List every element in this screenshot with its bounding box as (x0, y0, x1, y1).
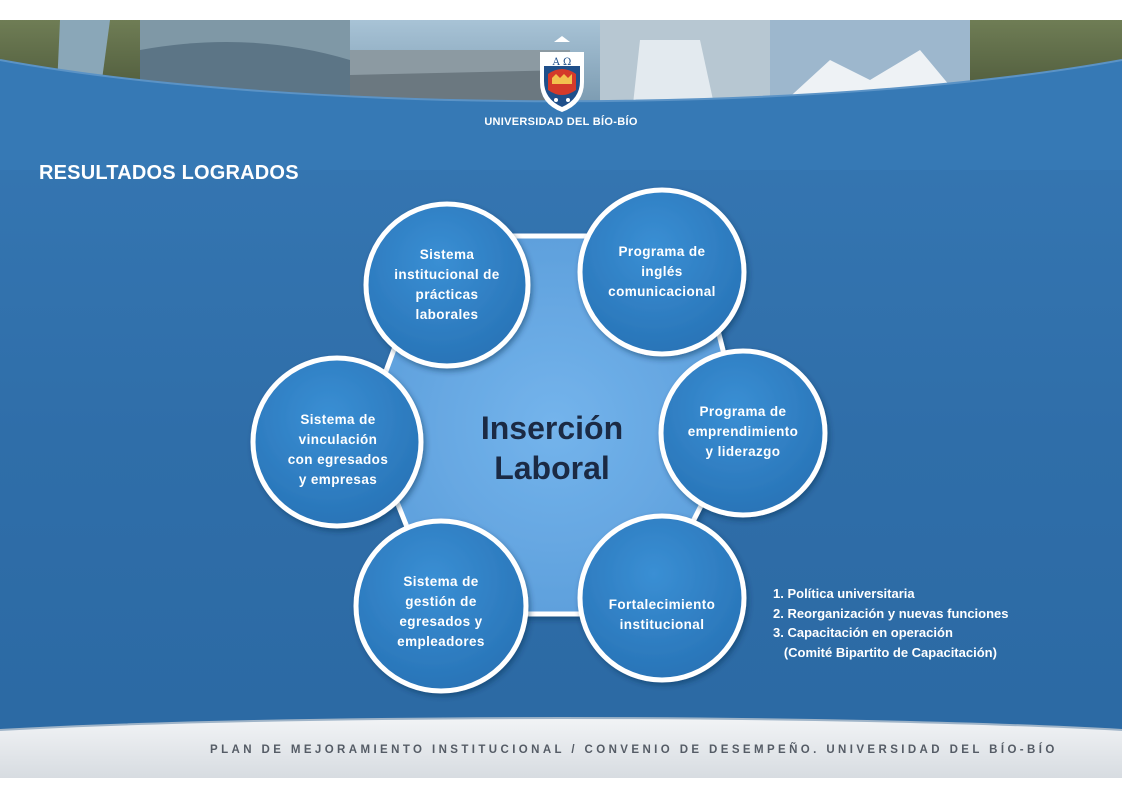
section-title: RESULTADOS LOGRADOS (39, 162, 299, 184)
bubble-ingles-text: Programa de inglés comunicacional (608, 244, 716, 299)
university-name: UNIVERSIDAD DEL BÍO-BÍO (484, 116, 638, 128)
outcome-item: 3. Capacitación en operación (773, 625, 953, 640)
outcome-item: 2. Reorganización y nuevas funciones (773, 605, 1009, 621)
footer-text: PLAN DE MEJORAMIENTO INSTITUCIONAL / CONVENIO DE DESEMPEÑO. UNIVERSIDAD DEL BÍO-BÍO (210, 744, 1058, 756)
center-label-line1: Inserción (480, 410, 624, 446)
crest-letters-text: A Ω (552, 57, 572, 68)
slide (0, 20, 1122, 778)
outcome-item: 1. Política universitaria (773, 586, 915, 601)
center-label (452, 408, 652, 488)
outcome-item: (Comité Bipartito de Capacitación) (773, 644, 997, 660)
outcomes-list (773, 584, 1009, 662)
center-label-line2: Laboral (494, 450, 610, 486)
bubble-emprendimiento-text: Programa de emprendimiento y liderazgo (687, 404, 799, 459)
bubble-vinculacion-text: Sistema de vinculación con egresados y empresas (287, 412, 389, 487)
bubble-gestion-text: Sistema de gestión de egresados y empleadores (397, 574, 485, 649)
insercion-diagram (0, 20, 1122, 778)
bubble-fortalecimiento-text: Fortalecimiento institucional (608, 597, 716, 632)
bubble-practicas-text: Sistema institucional de prácticas laborales (394, 247, 500, 322)
